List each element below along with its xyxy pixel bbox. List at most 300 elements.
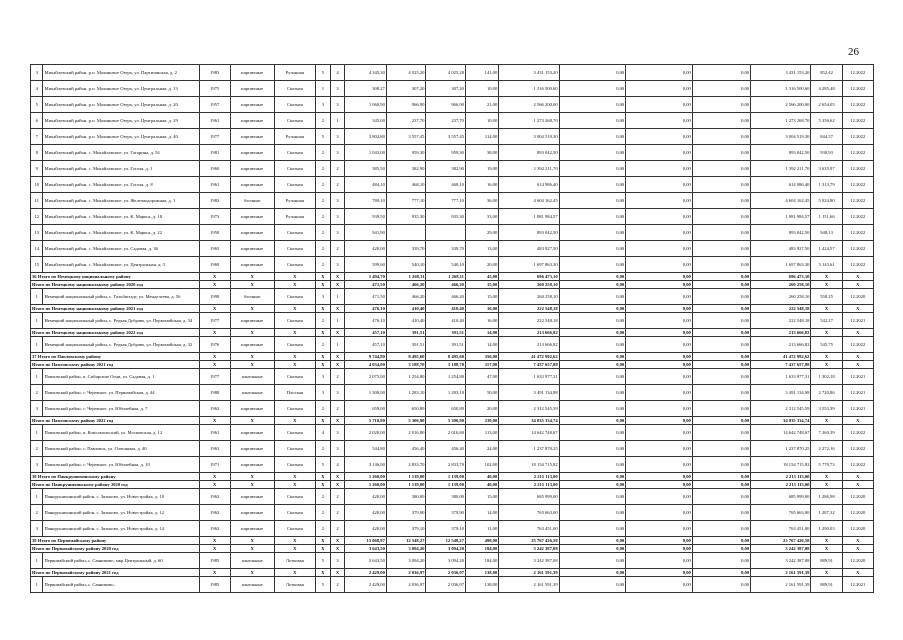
table-cell: 0,00	[559, 385, 626, 401]
table-cell: 1	[330, 289, 345, 305]
table-cell: X	[842, 281, 873, 289]
table-cell: кирпичные	[230, 505, 274, 521]
table-cell: кирпичные	[230, 129, 274, 145]
table-cell: 2 272,16	[811, 441, 842, 457]
total-row	[31, 353, 874, 361]
table-cell: 260 258,10	[751, 289, 811, 305]
table-cell: 41 472 992,62	[499, 353, 559, 361]
table-row	[31, 193, 874, 209]
table-cell: 2	[316, 337, 331, 353]
table-cell: 0,00	[559, 481, 626, 489]
table-cell: 2	[316, 241, 331, 257]
table-cell: Скатная	[274, 425, 316, 441]
table-cell: 0,00	[692, 273, 750, 281]
table-cell: 0,00	[559, 417, 626, 425]
table-cell: 1 287,32	[811, 505, 842, 521]
table-cell: 1982	[199, 193, 230, 209]
table-cell: 14,00	[465, 329, 498, 337]
table-cell: 6	[31, 113, 43, 129]
table-cell: X	[199, 537, 230, 545]
table-row	[31, 145, 874, 161]
table-cell: 2 161 591,39	[499, 569, 559, 577]
table-cell: 14,00	[465, 505, 498, 521]
table-cell: X	[316, 273, 331, 281]
table-cell: Рулонная	[274, 209, 316, 225]
table-cell: 15 068,97	[345, 537, 387, 545]
table-cell: 12.2021	[842, 313, 873, 329]
table-row	[31, 65, 874, 81]
table-cell: 20,00	[465, 257, 498, 273]
table-cell: 1977	[199, 369, 230, 385]
total-row	[31, 473, 874, 481]
table-cell: 12 548,27	[426, 537, 466, 545]
table-cell: Лотковая	[274, 577, 316, 593]
table-cell: 966,90	[386, 97, 426, 113]
table-cell: 20,00	[465, 401, 498, 417]
table-cell: 2 020,00	[345, 425, 387, 441]
table-cell: X	[230, 537, 274, 545]
address-cell: Панкрушихинский район, с. Зятьково, ул. Новостройка, д. 12	[43, 505, 199, 521]
table-cell: 2	[31, 441, 43, 457]
table-cell: 1 392 211,70	[499, 161, 559, 177]
table-cell: 0,00	[626, 177, 693, 193]
table-cell: 2	[330, 177, 345, 193]
table-cell: 3	[330, 97, 345, 113]
table-cell: 260 258,10	[751, 281, 811, 289]
table-cell: 3 557,45	[426, 129, 466, 145]
table-cell: 456,40	[386, 441, 426, 457]
table-cell: X	[330, 353, 345, 361]
address-cell: Михайловский район, с. Михайловское, ул. Центральная, д. 3	[43, 257, 199, 273]
table-cell: Рулонная	[274, 129, 316, 145]
table-cell: 1	[31, 553, 43, 569]
table-cell: 40,00	[465, 473, 498, 481]
table-cell: 0,00	[626, 97, 693, 113]
table-cell: 2 016,80	[386, 425, 426, 441]
table-cell: 2	[316, 113, 331, 129]
table-cell: 12.2021	[842, 401, 873, 417]
total-label: Итого по Немецкому национальному району 2021 год	[31, 305, 200, 313]
table-cell: 25 767 426,58	[499, 537, 559, 545]
table-cell: 260 258,10	[499, 281, 559, 289]
table-cell: 0,00	[626, 569, 693, 577]
table-cell: блочные	[230, 193, 274, 209]
table-cell: X	[316, 353, 331, 361]
table-cell: 15,00	[465, 281, 498, 289]
total-label: Итого по Павловскому району 2021 год	[31, 361, 200, 369]
table-cell: 0,00	[559, 193, 626, 209]
table-cell: 0,00	[559, 177, 626, 193]
table-cell: 2 720,86	[811, 385, 842, 401]
table-cell: 0,00	[626, 257, 693, 273]
table-cell: X	[199, 281, 230, 289]
table-cell: 0,00	[692, 481, 750, 489]
table-cell: 696 473,10	[499, 273, 559, 281]
address-cell: Михайловский район, с. Михайловское, ул. К. Маркса, д. 22	[43, 225, 199, 241]
total-row	[31, 329, 874, 337]
table-cell: 893 042,50	[751, 225, 811, 241]
table-cell: 222 548,18	[499, 305, 559, 313]
table-cell: 12.2022	[842, 161, 873, 177]
table-cell: 0,00	[692, 65, 750, 81]
table-cell: 13	[31, 225, 43, 241]
table-cell: 12.2022	[842, 113, 873, 129]
table-cell: 14,00	[465, 337, 498, 353]
table-cell: 4 025,20	[386, 65, 426, 81]
total-label: Итого по Немецкому национальному району 2022 год	[31, 329, 200, 337]
table-cell: 1	[316, 81, 331, 97]
table-cell: 558,25	[811, 289, 842, 305]
table-cell: X	[199, 353, 230, 361]
table-cell: X	[330, 481, 345, 489]
table-cell: 3 004 519,30	[499, 129, 559, 145]
table-cell: 2	[316, 209, 331, 225]
table-cell: 1	[330, 313, 345, 329]
table-cell: 0,00	[692, 569, 750, 577]
table-cell: 0,00	[559, 257, 626, 273]
table-cell: 1 316 500,60	[499, 81, 559, 97]
table-cell: 5 356,62	[811, 113, 842, 129]
table-cell: 1962	[199, 489, 230, 505]
address-cell: Михайловский район, р.п. Малиновое Озеро, ул. Центральная, д. 13	[43, 81, 199, 97]
table-cell: 12.2022	[842, 81, 873, 97]
table-cell: панельные	[230, 553, 274, 569]
table-cell: 456,40	[426, 441, 466, 457]
table-cell: X	[199, 417, 230, 425]
table-cell: 2 215 113,00	[499, 473, 559, 481]
table-cell: 0,00	[626, 305, 693, 313]
total-label: Итого по Первомайскому району 2020 год	[31, 545, 200, 553]
table-cell: 34 035 334,74	[499, 417, 559, 425]
table-cell: 780,10	[345, 193, 387, 209]
table-cell: кирпичные	[230, 113, 274, 129]
table-cell: 184,00	[465, 553, 498, 569]
table-cell: 3	[330, 81, 345, 97]
table-cell: 0,00	[692, 145, 750, 161]
table-cell: 3	[316, 385, 331, 401]
page-number: 26	[848, 46, 859, 58]
table-cell: 471,50	[345, 289, 387, 305]
table-cell: X	[199, 329, 230, 337]
table-cell: 34 035 334,74	[751, 417, 811, 425]
table-cell: Скатная	[274, 369, 316, 385]
table-cell: 2	[330, 241, 345, 257]
table-cell: блочные	[230, 289, 274, 305]
table-cell: 484,10	[345, 177, 387, 193]
table-cell: X	[316, 481, 331, 489]
table-cell: 12.2020	[842, 521, 873, 537]
address-cell: Панкрушихинский район, с. Зятьково, ул. Новостройка, д. 14	[43, 521, 199, 537]
table-cell: 1988	[199, 385, 230, 401]
table-cell: 47,00	[465, 369, 498, 385]
table-cell: 5 924,80	[811, 193, 842, 209]
table-cell: 14 642 748,67	[751, 425, 811, 441]
table-cell: X	[316, 281, 331, 289]
table-cell: 2	[31, 505, 43, 521]
table-cell: Скатная	[274, 113, 316, 129]
table-cell: 1	[31, 425, 43, 441]
table-cell: 1 283,10	[426, 385, 466, 401]
table-cell: X	[330, 417, 345, 425]
table-row	[31, 553, 874, 569]
table-cell: 33,00	[465, 209, 498, 225]
table-cell: 10,00	[465, 81, 498, 97]
table-cell: кирпичные	[230, 209, 274, 225]
table-cell: кирпичные	[230, 521, 274, 537]
table-cell: 3 242 387,08	[499, 545, 559, 553]
table-cell: X	[842, 569, 873, 577]
table-cell: 379,10	[386, 521, 426, 537]
table-cell: X	[274, 417, 316, 425]
table-cell: 0,00	[692, 441, 750, 457]
table-cell: 3 557,45	[386, 129, 426, 145]
table-row	[31, 289, 874, 305]
table-cell: 12 548,27	[386, 537, 426, 545]
table-row	[31, 129, 874, 145]
table-cell: 935,30	[426, 209, 466, 225]
table-cell: 5 306,90	[386, 417, 426, 425]
total-label: Итого по Панкрушихинскому району 2020 год	[31, 481, 200, 489]
table-cell: 5 710,80	[345, 417, 387, 425]
address-cell: Михайловский район, с. Михайловское, ул. Гоголя, д. 8	[43, 177, 199, 193]
table-cell: 483 927,50	[499, 241, 559, 257]
table-cell: 3 242 387,08	[499, 553, 559, 569]
table-cell: 939,50	[345, 209, 387, 225]
table-cell: X	[230, 305, 274, 313]
table-cell: 36,00	[465, 193, 498, 209]
table-cell: 941,90	[345, 225, 387, 241]
table-cell: 468,10	[386, 177, 426, 193]
total-label: Итого по Немецкому национальному району 2020 год	[31, 281, 200, 289]
table-cell: 1971	[199, 457, 230, 473]
table-cell: 0,00	[692, 545, 750, 553]
table-cell: 0,00	[626, 417, 693, 425]
table-row	[31, 385, 874, 401]
table-cell: 468,10	[426, 177, 466, 193]
table-cell: 12.2022	[842, 177, 873, 193]
table-cell: 0,00	[559, 505, 626, 521]
table-cell: 545,75	[811, 337, 842, 353]
table-cell: X	[199, 273, 230, 281]
table-cell: 382,90	[386, 161, 426, 177]
table-cell: 3 188,70	[386, 361, 426, 369]
table-cell: 1	[31, 489, 43, 505]
table-cell: 0,00	[626, 505, 693, 521]
table-cell: 650,80	[426, 401, 466, 417]
table-cell: 2 036,97	[426, 577, 466, 593]
table-cell: 0,00	[692, 329, 750, 337]
table-cell: 0,00	[692, 489, 750, 505]
table-cell: 0,00	[559, 289, 626, 305]
table-row	[31, 161, 874, 177]
table-cell: 3 491 134,98	[499, 385, 559, 401]
table-cell: 5	[31, 97, 43, 113]
table-cell: 11	[31, 193, 43, 209]
table-cell: X	[274, 329, 316, 337]
table-cell: 4	[330, 65, 345, 81]
table-cell: 0,00	[626, 545, 693, 553]
table-cell: 1 139,00	[426, 481, 466, 489]
table-cell: 1977	[199, 313, 230, 329]
table-cell: 650,80	[386, 401, 426, 417]
total-label: 36 Итого по Немецкому национальному району	[31, 273, 200, 281]
table-cell: 7 260,39	[811, 425, 842, 441]
table-cell: X	[330, 305, 345, 313]
table-cell: 1 268,11	[386, 273, 426, 281]
table-cell: X	[330, 545, 345, 553]
table-row	[31, 457, 874, 473]
table-cell: 3	[31, 65, 43, 81]
table-cell: 12.2022	[842, 241, 873, 257]
table-cell: Скатная	[274, 401, 316, 417]
total-label: Итого по Первомайскому району 2021 год	[31, 569, 200, 577]
table-cell: 0,00	[692, 313, 750, 329]
table-cell: 38,00	[465, 145, 498, 161]
table-cell: 893 042,50	[751, 145, 811, 161]
table-cell: 0,00	[559, 113, 626, 129]
table-cell: 308,27	[345, 81, 387, 97]
table-cell: 696 473,10	[751, 273, 811, 281]
table-cell: 0,00	[559, 161, 626, 177]
table-cell: Скатная	[274, 289, 316, 305]
table-cell: 12.2021	[842, 577, 873, 593]
table-cell: Рулонная	[274, 193, 316, 209]
table-cell: 3 431 153,20	[751, 65, 811, 81]
table-cell: кирпичные	[230, 425, 274, 441]
table-cell: 45,00	[465, 273, 498, 281]
total-label: 39 Итого по Первомайскому району	[31, 537, 200, 545]
table-cell: 1 697 863,30	[499, 257, 559, 273]
table-cell: кирпичные	[230, 313, 274, 329]
table-row	[31, 257, 874, 273]
table-cell: X	[316, 473, 331, 481]
table-cell: 102,00	[465, 457, 498, 473]
table-cell: 2 215 113,00	[499, 481, 559, 489]
table-cell: 1	[31, 369, 43, 385]
table-cell: 0,00	[626, 489, 693, 505]
table-cell: 466,20	[426, 281, 466, 289]
table-cell: 3	[330, 385, 345, 401]
table-cell: 14 642 748,67	[499, 425, 559, 441]
table-cell: X	[811, 417, 842, 425]
table-cell: 685 999,00	[499, 489, 559, 505]
table-cell: 685 999,00	[751, 489, 811, 505]
table-cell: 3 643,50	[345, 553, 387, 569]
table-cell: 599,60	[345, 257, 387, 273]
table-cell: X	[316, 417, 331, 425]
table-cell: 0,00	[626, 209, 693, 225]
table-cell: 893 042,50	[499, 225, 559, 241]
table-cell: 2	[330, 161, 345, 177]
table-cell: 614 986,40	[499, 177, 559, 193]
table-cell: 7 437 657,88	[751, 361, 811, 369]
table-cell: 3 491 134,98	[751, 385, 811, 401]
table-cell: 380,00	[426, 489, 466, 505]
table-cell: X	[230, 361, 274, 369]
table-cell: 307,20	[426, 81, 466, 97]
table-cell: 2	[330, 521, 345, 537]
table-cell: X	[316, 545, 331, 553]
table-cell: 1 081 984,57	[499, 209, 559, 225]
table-cell: кирпичные	[230, 97, 274, 113]
table-cell: X	[199, 569, 230, 577]
table-cell: X	[842, 417, 873, 425]
table-cell: X	[274, 281, 316, 289]
table-cell: Скатная	[274, 457, 316, 473]
table-cell: 5 306,90	[426, 417, 466, 425]
table-cell: 0,00	[692, 209, 750, 225]
table-cell: 959,30	[386, 145, 426, 161]
table-cell: 765 663,00	[499, 505, 559, 521]
table-cell: 1	[31, 577, 43, 593]
table-cell: 466,20	[386, 281, 426, 289]
table-cell: 10,00	[465, 113, 498, 129]
table-cell: 0,00	[692, 353, 750, 361]
table-cell: панельные	[230, 369, 274, 385]
table-cell: 659,00	[345, 401, 387, 417]
table-cell: 3 094,20	[386, 545, 426, 553]
table-cell: 4 604 162,45	[499, 193, 559, 209]
table-cell: 0,00	[692, 553, 750, 569]
total-row	[31, 273, 874, 281]
table-cell: 18 154 715,82	[751, 457, 811, 473]
table-row	[31, 113, 874, 129]
table-cell: 12.2022	[842, 145, 873, 161]
table-cell: X	[330, 569, 345, 577]
table-cell: 3 094,20	[386, 553, 426, 569]
table-cell: 14	[31, 241, 43, 257]
table-cell: 0,00	[559, 353, 626, 361]
table-cell: X	[199, 473, 230, 481]
table-cell: кирпичные	[230, 65, 274, 81]
table-cell: 0,00	[692, 161, 750, 177]
table-cell: 379,90	[386, 505, 426, 521]
table-cell: кирпичные	[230, 401, 274, 417]
address-cell: Павловский район, с. Черемное, ул. Юбилейная, д. 10	[43, 457, 199, 473]
table-cell: 0,00	[692, 369, 750, 385]
table-cell: 0,00	[626, 161, 693, 177]
table-cell: X	[811, 361, 842, 369]
table-cell: 1 151,66	[811, 209, 842, 225]
table-cell: X	[330, 329, 345, 337]
table-cell: 339,70	[426, 241, 466, 257]
table-cell: 0,00	[692, 281, 750, 289]
table-cell: 12.2022	[842, 209, 873, 225]
table-cell: 471,50	[345, 281, 387, 289]
table-cell: 0,00	[626, 281, 693, 289]
table-cell: 12	[31, 209, 43, 225]
table-cell: X	[811, 537, 842, 545]
table-cell: 0,00	[692, 257, 750, 273]
table-cell: 8 495,60	[426, 353, 466, 361]
table-cell: кирпичные	[230, 441, 274, 457]
table-cell: 213 666,82	[751, 329, 811, 337]
table-cell: 1 081 984,57	[751, 209, 811, 225]
table-cell: 1960	[199, 161, 230, 177]
table-row	[31, 505, 874, 521]
table-cell: 345,00	[345, 113, 387, 129]
table-cell: 4 285,48	[811, 81, 842, 97]
table-cell: 0,00	[559, 209, 626, 225]
table-cell: 391,51	[386, 337, 426, 353]
table-cell: X	[842, 329, 873, 337]
table-cell: 0,00	[559, 145, 626, 161]
table-cell: 3 643,50	[345, 545, 387, 553]
address-cell: Немецкий национальный район, с. Редкая Дубрава, ул. Первомайская, д. 32	[43, 337, 199, 353]
table-cell: 2 429,00	[345, 569, 387, 577]
total-label: 38 Итого по Панкрушихинскому району	[31, 473, 200, 481]
table-cell: 2 312 545,59	[751, 401, 811, 417]
